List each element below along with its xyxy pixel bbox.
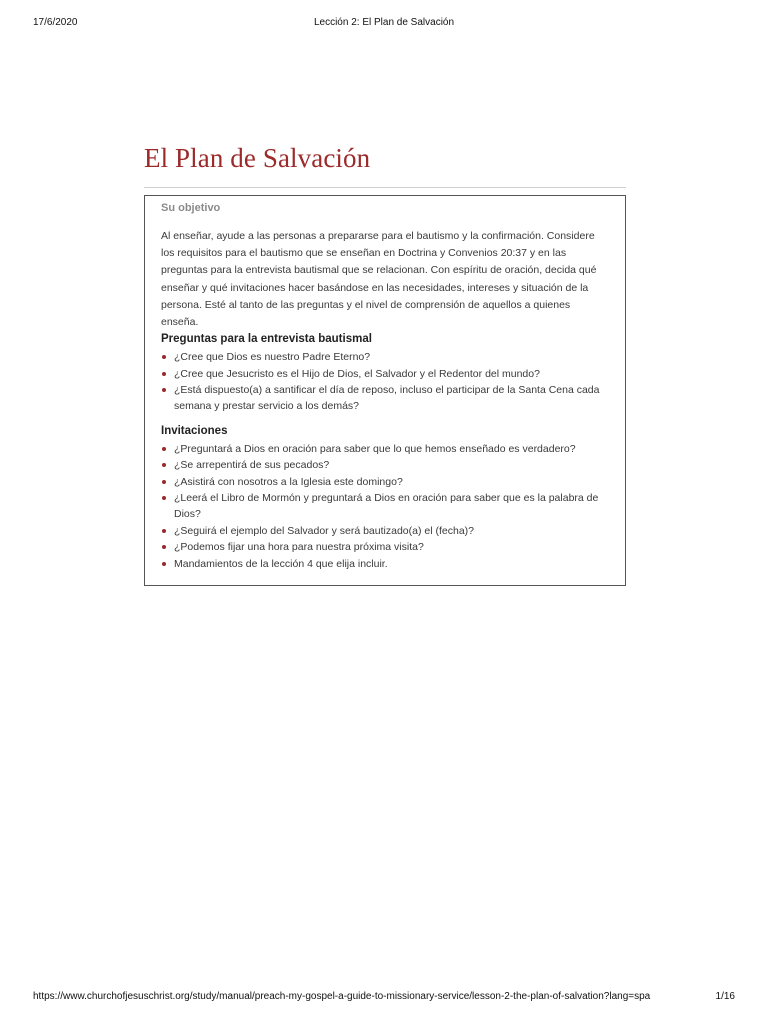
invitations-list — [161, 441, 609, 572]
page-number: 1/16 — [715, 991, 735, 1002]
questions-heading: Preguntas para la entrevista bautismal — [161, 333, 372, 346]
list-item: ¿Se arrepentirá de sus pecados? — [161, 457, 609, 473]
list-item: ¿Preguntará a Dios en oración para saber que lo que hemos enseñado es verdadero? — [161, 441, 609, 457]
list-item: ¿Cree que Dios es nuestro Padre Eterno? — [161, 349, 609, 365]
source-url[interactable]: https://www.churchofjesuschrist.org/study/manual/preach-my-gospel-a-guide-to-missionary-service/lesson-2-the-plan-of-salvation?lang=spa — [33, 991, 651, 1002]
list-item: ¿Seguirá el ejemplo del Salvador y será bautizado(a) el (fecha)? — [161, 523, 609, 539]
list-item: ¿Está dispuesto(a) a santificar el día de reposo, incluso el participar de la Santa Cena cada semana y prestar servicio a los demás? — [161, 382, 609, 415]
list-item: Mandamientos de la lección 4 que elija incluir. — [161, 556, 609, 572]
objective-label: Su objetivo — [161, 202, 221, 214]
list-item: ¿Podemos fijar una hora para nuestra próxima visita? — [161, 539, 609, 555]
list-item: ¿Asistirá con nosotros a la Iglesia este domingo? — [161, 474, 609, 490]
objective-box — [144, 195, 626, 586]
objective-intro: Al enseñar, ayude a las personas a prepararse para el bautismo y la confirmación. Considere los requisitos para el bautismo que se enseñan en Doctrina y Convenios 20:37 y en las preguntas para la entrevista bautismal que se relacionan. Con espíritu de oración, decida qué enseñar y qué invitaciones hacer basándose en las necesidades, intereses y situación de la persona. Esté al tanto de las preguntas y el nivel de comprensión de aquellos a quienes enseña. — [161, 230, 597, 329]
list-item: ¿Leerá el Libro de Mormón y preguntará a Dios en oración para saber que es la palabra de Dios? — [161, 490, 609, 523]
invitations-heading: Invitaciones — [161, 424, 228, 437]
print-document-title: Lección 2: El Plan de Salvación — [313, 17, 455, 28]
title-divider — [144, 187, 626, 188]
print-date: 17/6/2020 — [33, 17, 78, 28]
page-title: El Plan de Salvación — [144, 143, 371, 173]
list-item: ¿Cree que Jesucristo es el Hijo de Dios, el Salvador y el Redentor del mundo? — [161, 366, 609, 382]
questions-list — [161, 349, 609, 415]
